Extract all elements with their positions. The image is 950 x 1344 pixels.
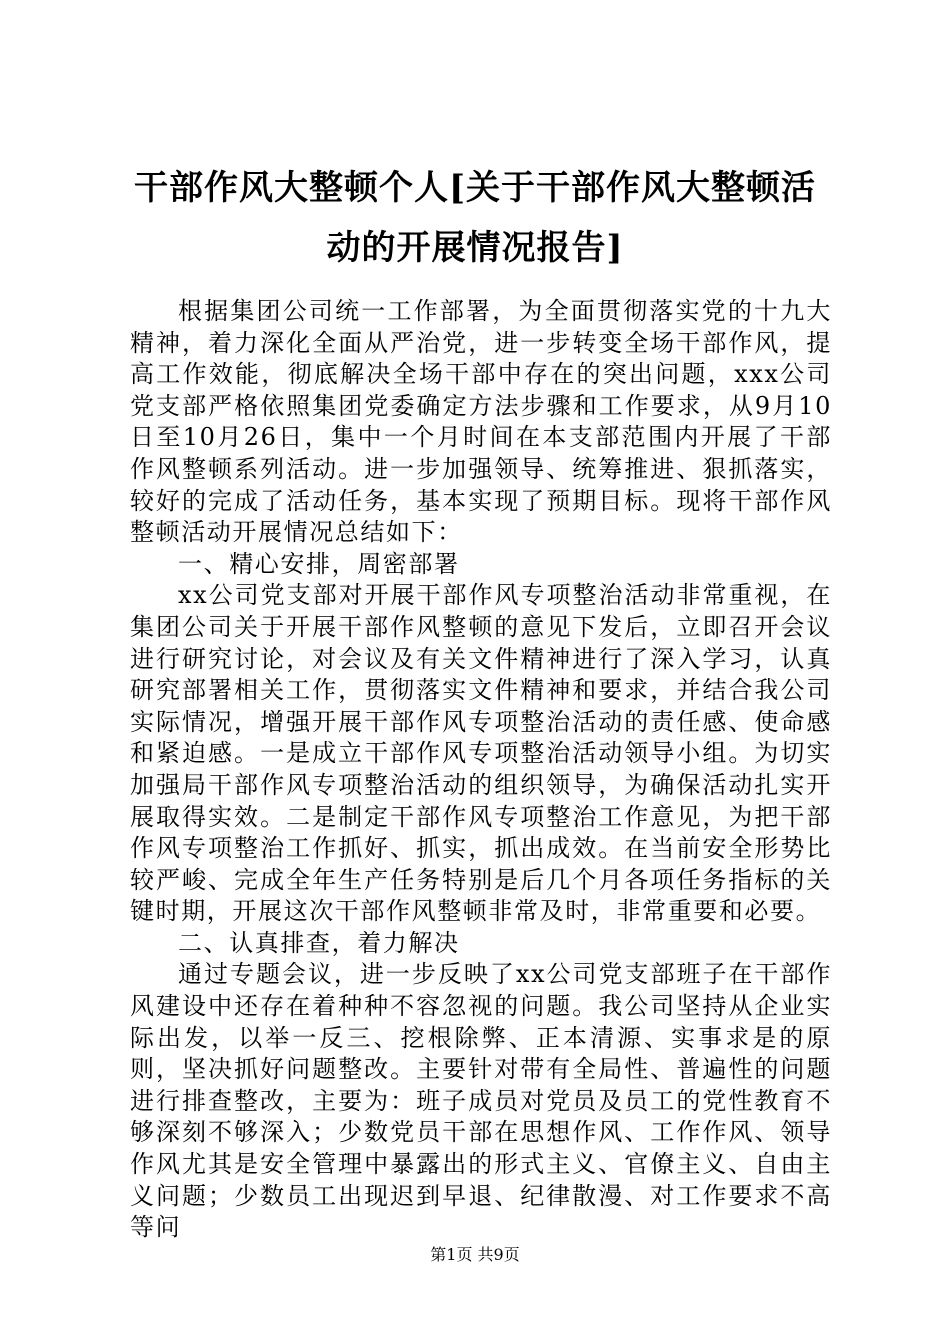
section-heading-2: 二、认真排查，着力解决 [178,928,460,957]
document-body [130,296,832,1244]
document-title: 干部作风大整顿个人[关于干部作风大整顿活动的开展情况报告] [133,168,817,268]
paragraph-section-2: 通过专题会议，进一步反映了xx公司党支部班子在干部作风建设中还存在着种种不容忽视的问题。我公司坚持从企业实际出发，以举一反三、挖根除弊、正本清源、实事求是的原则，坚决抓好问题整改。主要针对带有全局性、普遍性的问题进行排查整改，主要为：班子成员对党员及员工的党性教育不够深刻不够深入；少数党员干部在思想作风、工作作风、领导作风尤其是安全管理中暴露出的形式主义、官僚主义、自由主义问题；少数员工出现迟到早退、纪律散漫、对工作要求不高等问 [130,960,832,1242]
paragraph-section-1: xx公司党支部对开展干部作风专项整治活动非常重视，在集团公司关于开展干部作风整顿的意见下发后，立即召开会议进行研究讨论，对会议及有关文件精神进行了深入学习，认真研究部署相关工作，贯彻落实文件精神和要求，并结合我公司实际情况，增强开展干部作风专项整治活动的责任感、使命感和紧迫感。一是成立干部作风专项整治活动领导小组。为切实加强局干部作风专项整治活动的组织领导，为确保活动扎实开展取得实效。二是制定干部作风专项整治工作意见，为把干部作风专项整治工作抓好、抓实，抓出成效。在当前安全形势比较严峻、完成全年生产任务特别是后几个月各项任务指标的关键时期，开展这次干部作风整顿非常及时，非常重要和必要。 [130,581,832,926]
section-heading-1: 一、精心安排，周密部署 [178,549,460,578]
page-footer: 第1页 共9页 [430,1245,520,1264]
paragraph-intro: 根据集团公司统一工作部署，为全面贯彻落实党的十九大精神，着力深化全面从严治党，进一步转变全场干部作风，提高工作效能，彻底解决全场干部中存在的突出问题，xxx公司党支部严格依照集团党委确定方法步骤和工作要求，从9月10日至10月26日，集中一个月时间在本支部范围内开展了干部作风整顿系列活动。进一步加强领导、统筹推进、狠抓落实，较好的完成了活动任务，基本实现了预期目标。现将干部作风整顿活动开展情况总结如下： [130,297,832,547]
